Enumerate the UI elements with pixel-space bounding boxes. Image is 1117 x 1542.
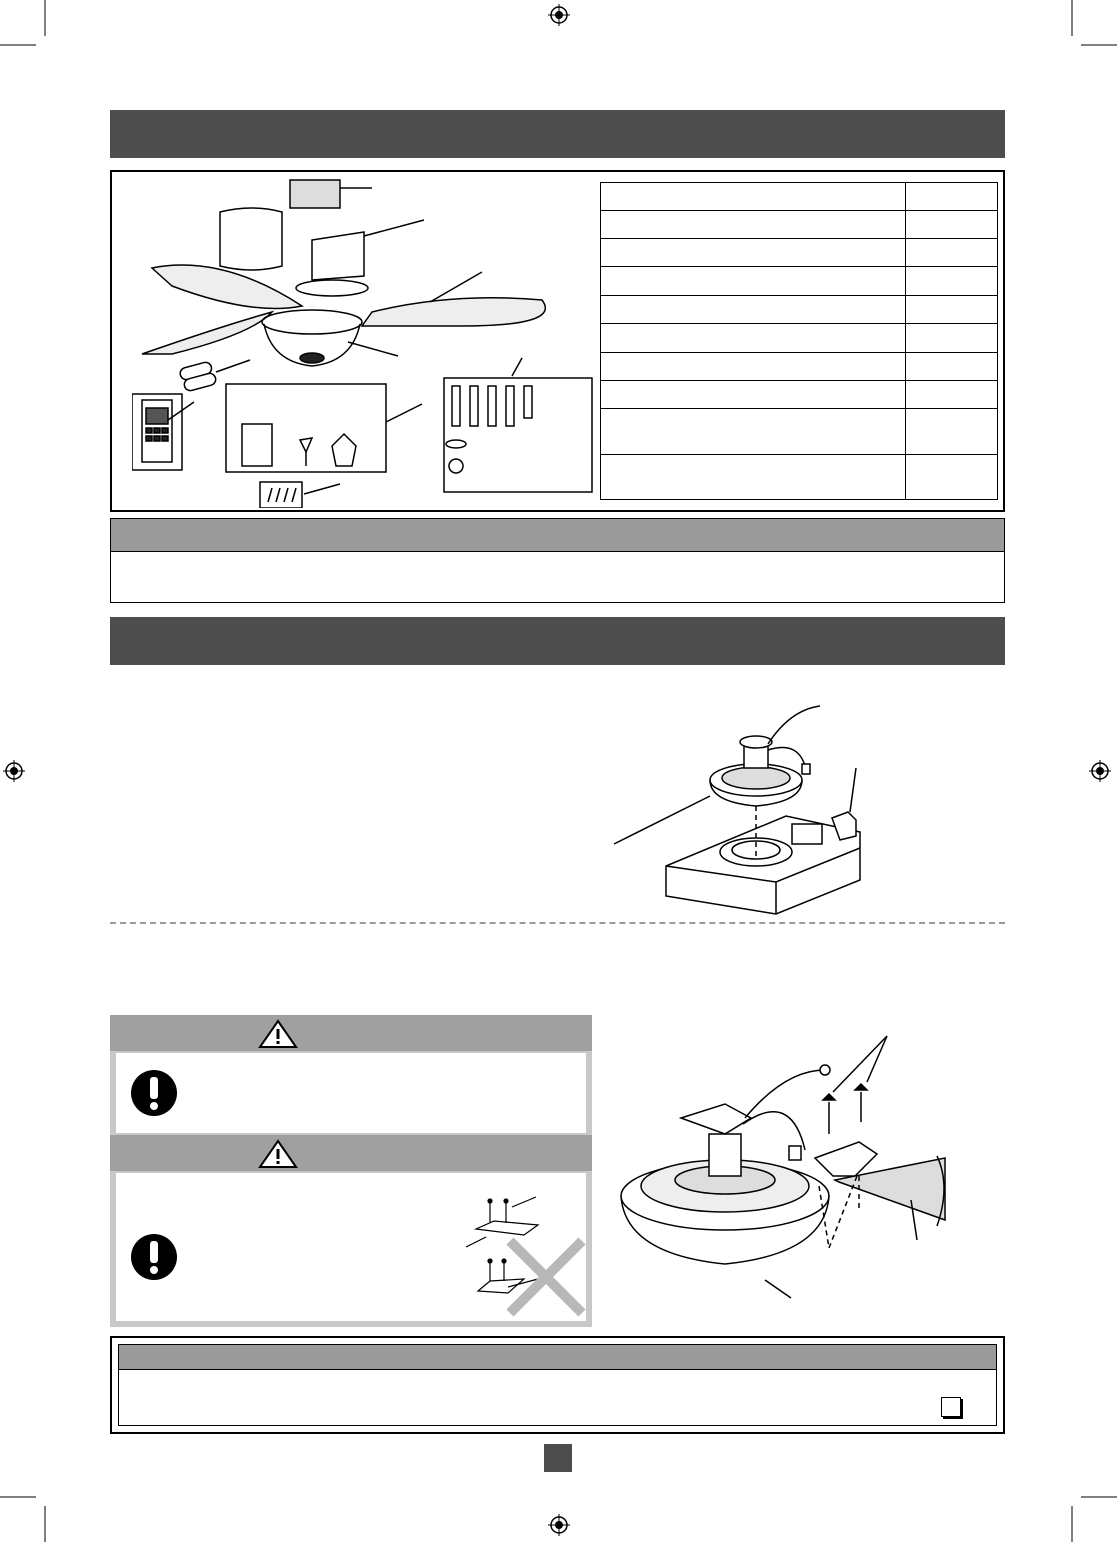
caution-body-1 xyxy=(116,1053,586,1133)
table-row xyxy=(601,267,997,296)
table-row xyxy=(601,455,997,499)
registration-mark-right-icon xyxy=(1089,760,1111,782)
table-row xyxy=(601,211,997,239)
checkbox[interactable] xyxy=(941,1397,961,1417)
fan-exploded-illustration xyxy=(132,176,602,508)
table-row xyxy=(601,296,997,324)
caution-header-2 xyxy=(110,1135,592,1171)
final-note-header xyxy=(119,1345,996,1370)
caution-body-2 xyxy=(116,1173,586,1321)
registration-mark-bottom-icon xyxy=(548,1514,570,1536)
parts-list-table xyxy=(600,182,998,500)
table-row xyxy=(601,183,997,211)
table-row xyxy=(601,409,997,455)
mandatory-exclamation-icon xyxy=(130,1069,178,1117)
final-note-inner xyxy=(118,1344,997,1426)
warning-triangle-icon xyxy=(258,1019,298,1049)
registration-mark-top-icon xyxy=(548,4,570,26)
parts-section-header xyxy=(110,110,1005,158)
final-note-panel xyxy=(110,1336,1005,1434)
parts-note-header xyxy=(110,518,1005,552)
caution-header-1 xyxy=(110,1015,592,1051)
parts-panel xyxy=(110,170,1005,512)
table-row xyxy=(601,381,997,409)
assembly-section-header xyxy=(110,617,1005,665)
mandatory-exclamation-icon xyxy=(130,1233,178,1281)
prohibited-x-mark-icon xyxy=(504,1235,588,1319)
table-row xyxy=(601,239,997,267)
caution-box xyxy=(110,1015,592,1327)
motor-in-box-illustration xyxy=(610,700,870,918)
table-row xyxy=(601,324,997,353)
parts-note-body xyxy=(110,551,1005,603)
warning-triangle-icon xyxy=(258,1139,298,1169)
blade-attachment-illustration xyxy=(615,1030,955,1302)
page-number-box xyxy=(544,1444,572,1472)
registration-mark-left-icon xyxy=(3,760,25,782)
table-row xyxy=(601,353,997,381)
section-divider xyxy=(110,922,1005,924)
